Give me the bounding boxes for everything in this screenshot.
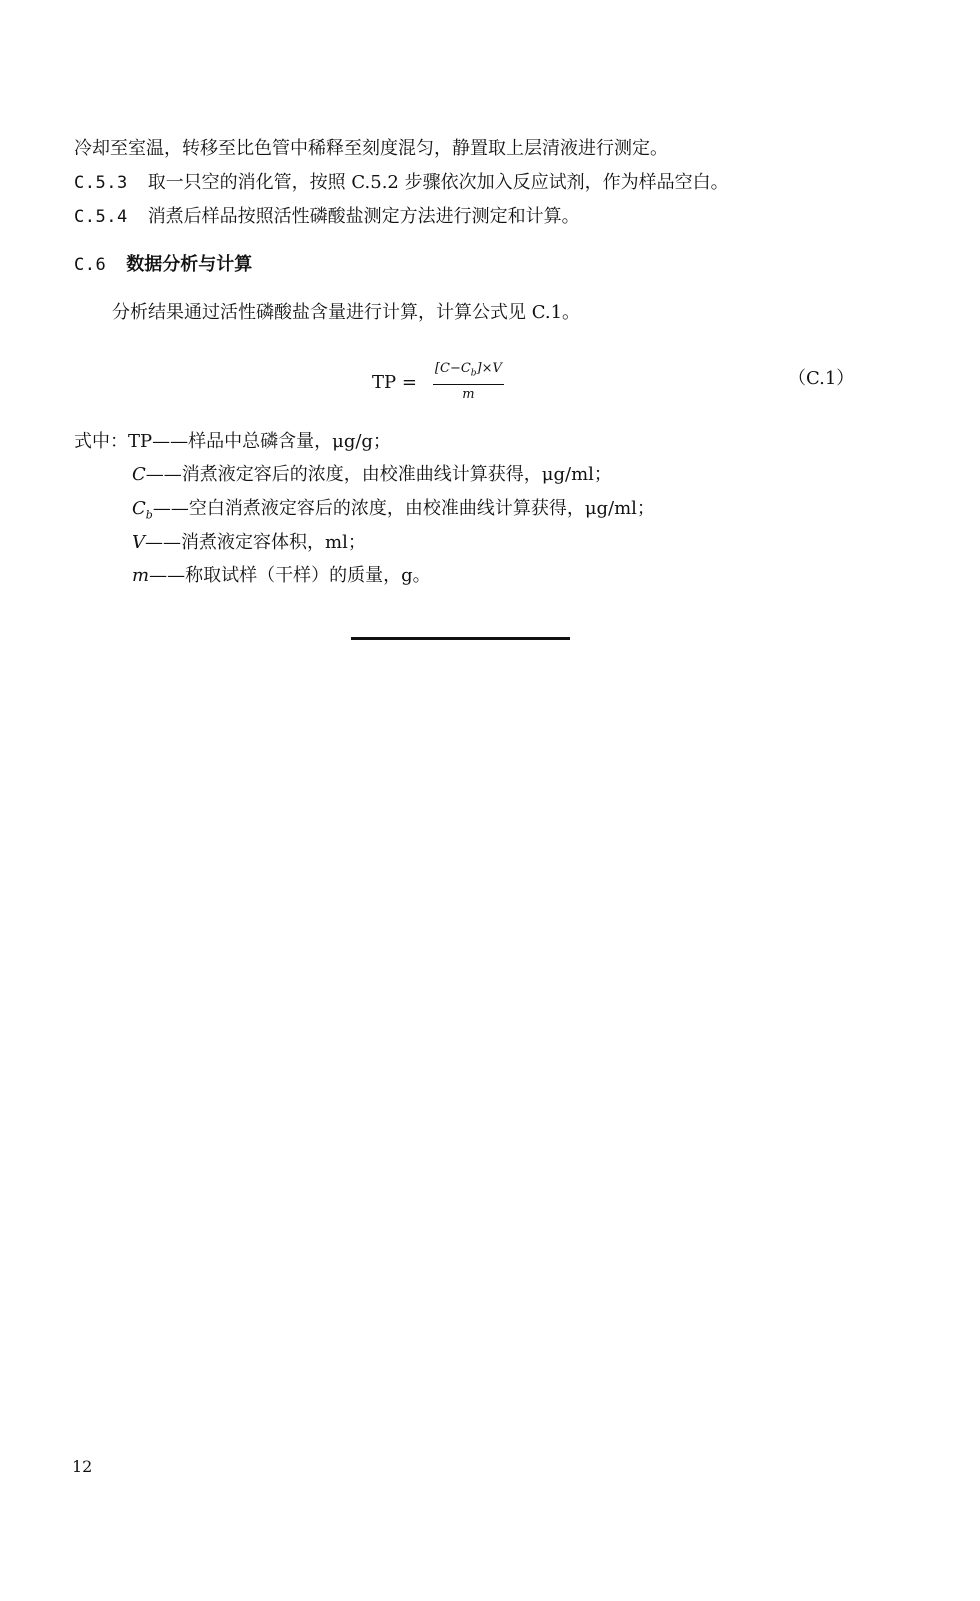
- definition-cb: [132, 497, 655, 528]
- definition-symbol: C: [132, 464, 146, 485]
- section-title: 数据分析与计算: [126, 254, 253, 275]
- page-number: 12: [72, 1457, 93, 1476]
- definition-desc: ——消煮液定容体积，ml；: [145, 532, 366, 553]
- definitions-prefix: 式中：: [74, 431, 128, 452]
- definition-desc: ——消煮液定容后的浓度，由校准曲线计算获得，μg/ml；: [145, 464, 612, 485]
- equation-number: （C.1）: [788, 368, 855, 389]
- section-number: C.6: [74, 255, 107, 275]
- definition-tp: [74, 430, 391, 454]
- definition-c: [132, 463, 612, 487]
- section-heading: [74, 253, 252, 277]
- clause-number: C.5.3: [74, 173, 128, 193]
- definition-symbol: m: [132, 565, 150, 586]
- definition-desc: ——样品中总磷含量，μg/g；: [152, 431, 391, 452]
- formula-denominator: m: [462, 386, 475, 402]
- definition-v: [132, 531, 366, 555]
- section-intro: 分析结果通过活性磷酸盐含量进行计算，计算公式见 C.1。: [112, 302, 581, 323]
- formula-fraction: [433, 361, 504, 403]
- clause-c-5-4: [74, 205, 580, 229]
- clause-number: C.5.4: [74, 207, 128, 227]
- formula-numerator: $[C-C_b]\times V$: [433, 361, 504, 385]
- formula-lhs: TP =: [372, 371, 417, 393]
- definition-symbol: TP: [128, 431, 153, 452]
- paragraph-continuation: 冷却至室温，转移至比色管中稀释至刻度混匀，静置取上层清液进行测定。: [74, 138, 668, 159]
- definition-desc: ——空白消煮液定容后的浓度，由校准曲线计算获得，μg/ml；: [152, 498, 655, 519]
- clause-text: 取一只空的消化管，按照 C.5.2 步骤依次加入反应试剂，作为样品空白。: [147, 172, 729, 193]
- definition-symbol: V: [132, 532, 145, 553]
- clause-c-5-3: [74, 171, 729, 195]
- clause-text: 消煮后样品按照活性磷酸盐测定方法进行测定和计算。: [147, 206, 580, 227]
- end-rule: [351, 637, 570, 640]
- formula-c-1: [372, 362, 504, 402]
- definition-symbol: $C_b$: [132, 498, 153, 522]
- definition-m: [132, 564, 431, 588]
- definition-desc: ——称取试样（干样）的质量，g。: [149, 565, 431, 586]
